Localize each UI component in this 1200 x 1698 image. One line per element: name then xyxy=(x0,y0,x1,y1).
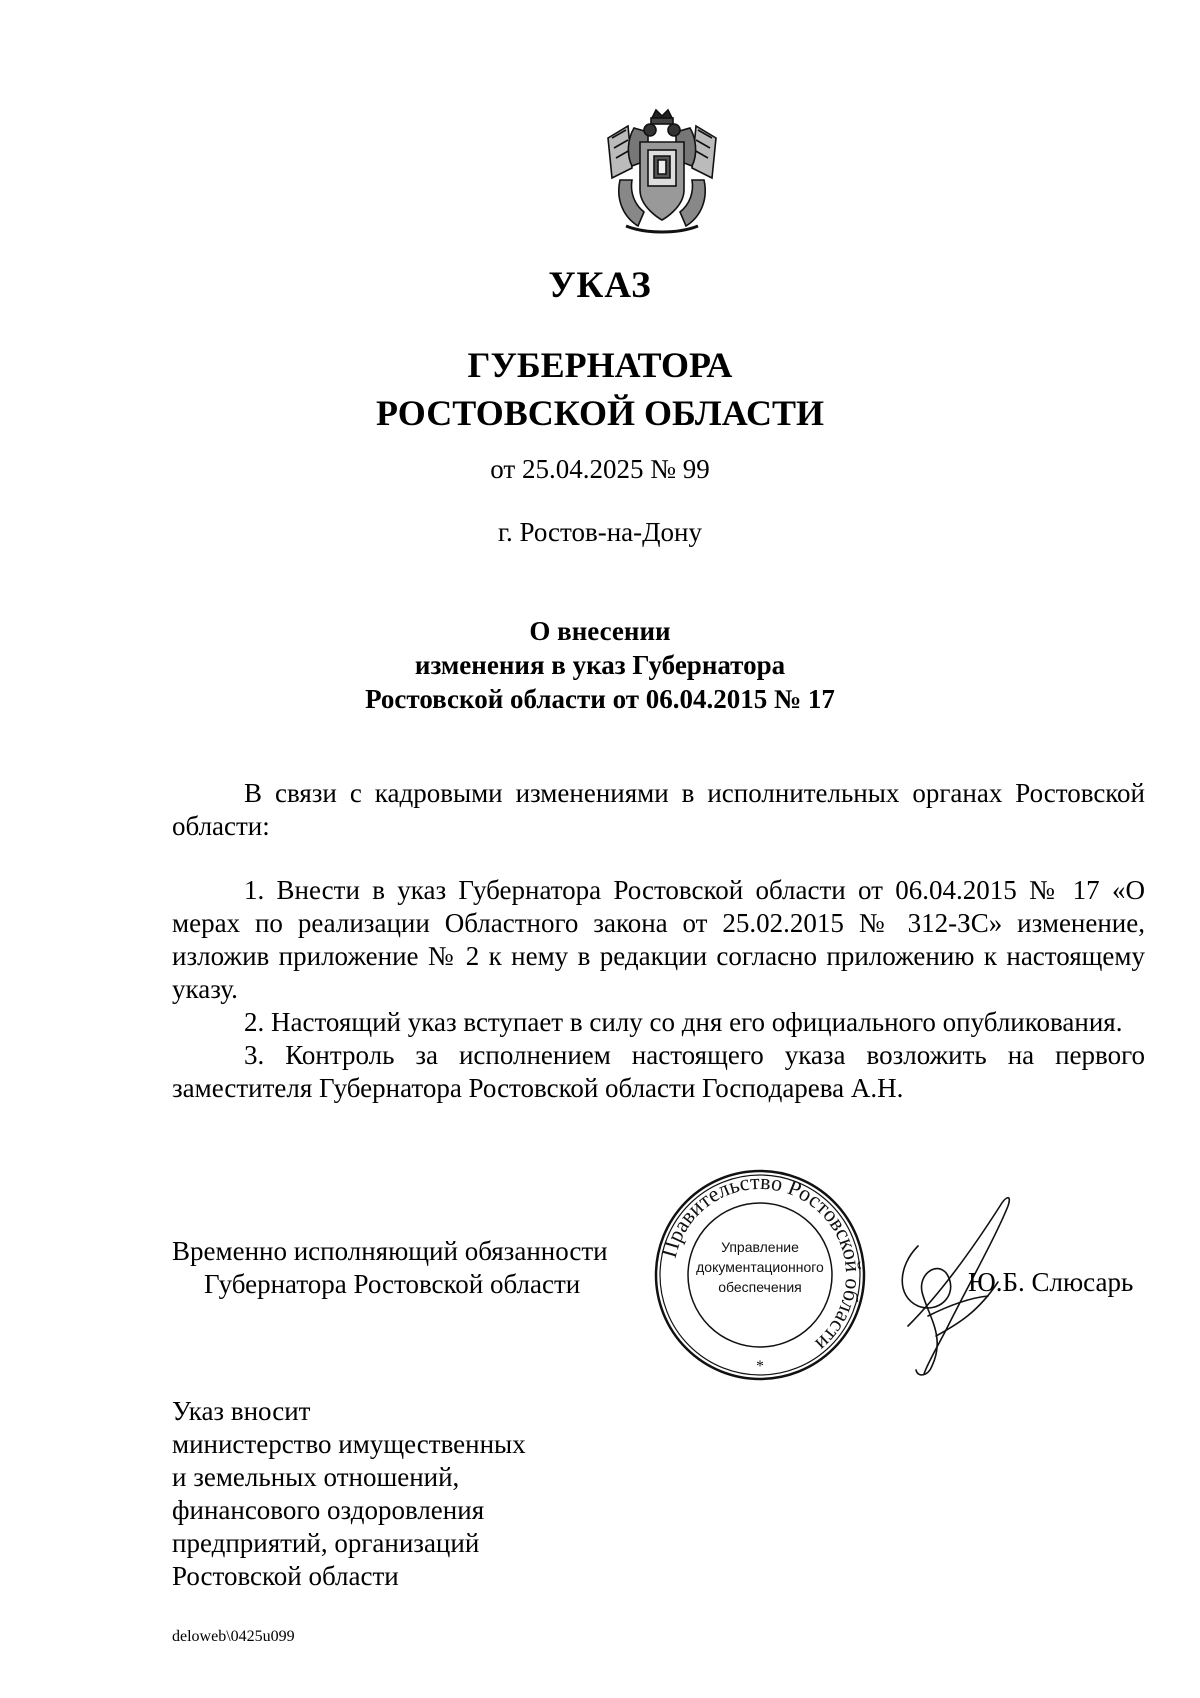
coat-of-arms-icon xyxy=(598,108,726,238)
issuer-line-1: ГУБЕРНАТОРА xyxy=(467,345,733,385)
introducer-line-1: Указ вносит xyxy=(172,1396,311,1426)
subject-line-2: изменения в указ Губернатора xyxy=(414,650,786,680)
stamp-inner-line-1: Управление xyxy=(721,1239,799,1255)
introducer-line-2: министерство имущественных xyxy=(172,1429,526,1459)
decree-items xyxy=(172,874,1145,1105)
item-1: 1. Внести в указ Губернатора Ростовской области от 06.04.2015 № 17 «О мерах по реализации Областного закона от 25.02.2015 № 312-ЗС» изменение, изложив приложение № 2 к нему в редакции согласно приложению к настоящему указу. xyxy=(172,875,1145,1004)
item-3: 3. Контроль за исполнением настоящего указа возложить на первого заместителя Губернатора Ростовской области Господарева А.Н. xyxy=(172,1040,1145,1103)
signer-position-line-1: Временно исполняющий обязанности xyxy=(172,1236,608,1266)
subject-line-3: Ростовской области от 06.04.2015 № 17 xyxy=(365,684,835,714)
introducer-line-5: предприятий, организаций xyxy=(172,1528,480,1558)
stamp-inner-line-3: обеспечения xyxy=(718,1279,802,1295)
stamp-outer-text-path: Правительство Ростовской области xyxy=(655,1168,867,1357)
signer-position xyxy=(172,1235,608,1301)
introducer-block xyxy=(172,1395,526,1593)
official-stamp-icon xyxy=(650,1165,870,1385)
introducer-line-3: и земельных отношений, xyxy=(172,1462,460,1492)
stamp-inner-line-2: документационного xyxy=(696,1259,824,1275)
preamble xyxy=(172,777,1145,843)
signer-name: Ю.Б. Слюсарь xyxy=(968,1267,1134,1297)
issuer-heading xyxy=(0,341,1200,437)
preamble-paragraph: В связи с кадровыми изменениями в исполнительных органах Ростовской области: xyxy=(172,778,1145,841)
issuer-line-2: РОСТОВСКОЙ ОБЛАСТИ xyxy=(376,393,824,433)
introducer-line-4: финансового оздоровления xyxy=(172,1495,485,1525)
document-subject xyxy=(0,614,1200,716)
introducer-line-6: Ростовской области xyxy=(172,1561,399,1591)
date-and-number: от 25.04.2025 № 99 xyxy=(490,454,710,484)
document-code: deloweb\0425u099 xyxy=(172,1628,295,1645)
item-2: 2. Настоящий указ вступает в силу со дня его официального опубликования. xyxy=(244,1007,1123,1037)
stamp-star: * xyxy=(756,1358,764,1375)
city: г. Ростов-на-Дону xyxy=(497,517,702,547)
signer-position-line-2: Губернатора Ростовской области xyxy=(204,1269,581,1299)
subject-line-1: О внесении xyxy=(529,616,671,646)
document-type-heading: УКАЗ xyxy=(548,265,652,306)
